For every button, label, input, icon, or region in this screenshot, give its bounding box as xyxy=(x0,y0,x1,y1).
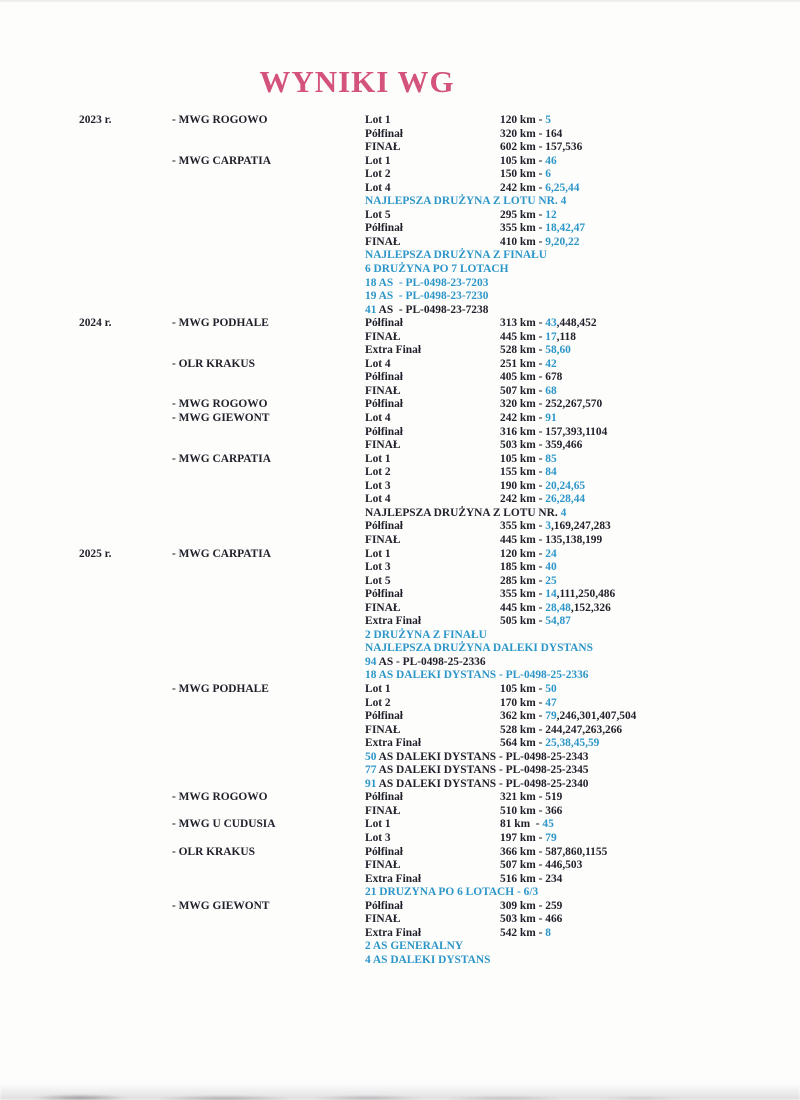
result-value: 321 km - 519 xyxy=(500,791,563,804)
table-row xyxy=(0,195,800,209)
flight-label: Extra Finał xyxy=(365,926,422,939)
result-value: 185 km - 40 xyxy=(500,561,557,574)
club-name: - OLR KRAKUS xyxy=(172,357,255,370)
result-value: 410 km - 9,20,22 xyxy=(500,235,580,248)
flight-label: FINAŁ xyxy=(365,804,401,817)
flight-label: Extra Finał xyxy=(365,344,422,357)
table-row xyxy=(0,453,800,467)
table-row xyxy=(0,751,800,765)
result-value: 320 km - 252,267,570 xyxy=(500,398,603,411)
note-line: NAJLEPSZA DRUŻYNA DALEKI DYSTANS xyxy=(365,642,593,655)
table-row xyxy=(0,873,800,887)
table-row xyxy=(0,737,800,751)
year-label: 2025 r. xyxy=(79,547,112,560)
flight-label: Półfinał xyxy=(365,371,403,384)
flight-label: FINAŁ xyxy=(365,859,401,872)
table-row xyxy=(0,290,800,304)
table-row xyxy=(0,846,800,860)
result-value: 242 km - 6,25,44 xyxy=(500,181,580,194)
table-row xyxy=(0,697,800,711)
result-value: 170 km - 47 xyxy=(500,696,557,709)
table-row xyxy=(0,791,800,805)
result-value: 309 km - 259 xyxy=(500,899,563,912)
table-row xyxy=(0,412,800,426)
table-row xyxy=(0,398,800,412)
table-row xyxy=(0,764,800,778)
flight-label: Lot 1 xyxy=(365,682,391,695)
result-value: 503 km - 466 xyxy=(500,913,563,926)
table-row xyxy=(0,669,800,683)
result-value: 155 km - 84 xyxy=(500,466,557,479)
table-row xyxy=(0,304,800,318)
result-value: 251 km - 42 xyxy=(500,357,557,370)
result-value: 507 km - 446,503 xyxy=(500,859,583,872)
table-row xyxy=(0,805,800,819)
flight-label: Lot 5 xyxy=(365,574,391,587)
flight-label: FINAŁ xyxy=(365,235,401,248)
note-line: 91 AS DALEKI DYSTANS - PL-0498-25-2340 xyxy=(365,777,589,790)
result-value: 445 km - 17,118 xyxy=(500,330,576,343)
table-row xyxy=(0,534,800,548)
flight-label: Lot 4 xyxy=(365,357,391,370)
flight-label: Extra Finał xyxy=(365,872,422,885)
result-value: 242 km - 26,28,44 xyxy=(500,493,586,506)
club-name: - MWG CARPATIA xyxy=(172,154,271,167)
club-name: - MWG GIEWONT xyxy=(172,899,270,912)
table-row xyxy=(0,818,800,832)
result-value: 313 km - 43,448,452 xyxy=(500,317,597,330)
table-row xyxy=(0,683,800,697)
flight-label: Półfinał xyxy=(365,710,403,723)
result-value: 105 km - 46 xyxy=(500,154,557,167)
flight-label: FINAŁ xyxy=(365,439,401,452)
flight-label: Półfinał xyxy=(365,520,403,533)
year-label: 2023 r. xyxy=(79,114,112,126)
club-name: - MWG ROGOWO xyxy=(172,114,268,126)
table-row xyxy=(0,642,800,656)
result-value: 285 km - 25 xyxy=(500,574,557,587)
result-value: 242 km - 91 xyxy=(500,412,557,425)
table-row xyxy=(0,886,800,900)
results-table xyxy=(0,114,800,967)
table-row xyxy=(0,548,800,562)
flight-label: Półfinał xyxy=(365,398,403,411)
table-row xyxy=(0,940,800,954)
result-value: 528 km - 58,60 xyxy=(500,344,571,357)
flight-label: Lot 1 xyxy=(365,547,391,560)
note-line: 77 AS DALEKI DYSTANS - PL-0498-25-2345 xyxy=(365,764,589,777)
result-value: 445 km - 135,138,199 xyxy=(500,533,603,546)
table-row xyxy=(0,493,800,507)
flight-label: Lot 4 xyxy=(365,181,391,194)
table-row xyxy=(0,128,800,142)
flight-label: Extra Finał xyxy=(365,737,422,750)
flight-label: FINAŁ xyxy=(365,601,401,614)
note-line: 2 DRUŻYNA Z FINAŁU xyxy=(365,628,487,641)
result-value: 105 km - 50 xyxy=(500,682,557,695)
result-value: 120 km - 24 xyxy=(500,547,557,560)
table-row xyxy=(0,182,800,196)
flight-label: Lot 1 xyxy=(365,452,391,465)
result-value: 150 km - 6 xyxy=(500,168,551,181)
page-title: WYNIKI WG xyxy=(259,64,455,99)
note-line: NAJLEPSZA DRUŻYNA Z FINAŁU xyxy=(365,249,547,262)
table-row xyxy=(0,114,800,128)
flight-label: Półfinał xyxy=(365,425,403,438)
club-name: - MWG U CUDUSIA xyxy=(172,818,276,831)
flight-label: Lot 1 xyxy=(365,154,391,167)
club-name: - MWG PODHALE xyxy=(172,682,269,695)
result-value: 197 km - 79 xyxy=(500,831,557,844)
result-value: 320 km - 164 xyxy=(500,127,563,140)
result-value: 355 km - 3,169,247,283 xyxy=(500,520,611,533)
scan-artifact-bottom-edge xyxy=(0,1083,800,1100)
table-row xyxy=(0,277,800,291)
club-name: - MWG CARPATIA xyxy=(172,547,271,560)
flight-label: Półfinał xyxy=(365,127,403,140)
result-value: 366 km - 587,860,1155 xyxy=(500,845,608,858)
note-line: 18 AS DALEKI DYSTANS - PL-0498-25-2336 xyxy=(365,669,589,682)
table-row xyxy=(0,371,800,385)
flight-label: FINAŁ xyxy=(365,533,401,546)
result-value: 120 km - 5 xyxy=(500,114,551,126)
result-value: 105 km - 85 xyxy=(500,452,557,465)
table-row xyxy=(0,927,800,941)
flight-label: Lot 4 xyxy=(365,412,391,425)
note-line: 41 AS - PL-0498-23-7238 xyxy=(365,303,489,316)
table-row xyxy=(0,236,800,250)
flight-label: Lot 1 xyxy=(365,114,391,126)
table-row xyxy=(0,588,800,602)
table-row xyxy=(0,222,800,236)
table-row xyxy=(0,710,800,724)
club-name: - MWG PODHALE xyxy=(172,317,269,330)
table-row xyxy=(0,561,800,575)
club-name: - MWG ROGOWO xyxy=(172,398,268,411)
result-value: 516 km - 234 xyxy=(500,872,563,885)
table-row xyxy=(0,520,800,534)
result-value: 602 km - 157,536 xyxy=(500,141,583,154)
note-line: 4 AS DALEKI DYSTANS xyxy=(365,953,491,966)
table-row xyxy=(0,385,800,399)
flight-label: Lot 2 xyxy=(365,168,391,181)
flight-label: Lot 2 xyxy=(365,466,391,479)
table-row xyxy=(0,209,800,223)
flight-label: FINAŁ xyxy=(365,330,401,343)
result-value: 564 km - 25,38,45,59 xyxy=(500,737,600,750)
table-row xyxy=(0,778,800,792)
table-row xyxy=(0,724,800,738)
table-row xyxy=(0,859,800,873)
flight-label: Półfinał xyxy=(365,899,403,912)
table-row xyxy=(0,913,800,927)
year-label: 2024 r. xyxy=(79,317,112,330)
table-row xyxy=(0,575,800,589)
flight-label: Półfinał xyxy=(365,222,403,235)
flight-label: FINAŁ xyxy=(365,913,401,926)
result-value: 362 km - 79,246,301,407,504 xyxy=(500,710,637,723)
table-row xyxy=(0,954,800,968)
flight-label: Lot 5 xyxy=(365,208,391,221)
flight-label: Lot 3 xyxy=(365,561,391,574)
result-value: 510 km - 366 xyxy=(500,804,563,817)
club-name: - MWG CARPATIA xyxy=(172,452,271,465)
result-value: 507 km - 68 xyxy=(500,384,557,397)
table-row xyxy=(0,507,800,521)
result-value: 81 km - 45 xyxy=(500,818,554,831)
table-row xyxy=(0,656,800,670)
flight-label: Lot 1 xyxy=(365,818,391,831)
note-line: NAJLEPSZA DRUŻYNA Z LOTU NR. 4 xyxy=(365,195,567,208)
result-value: 503 km - 359,466 xyxy=(500,439,583,452)
table-row xyxy=(0,900,800,914)
note-line: 19 AS - PL-0498-23-7230 xyxy=(365,290,489,303)
flight-label: Extra Finał xyxy=(365,615,422,628)
flight-label: Półfinał xyxy=(365,317,403,330)
note-line: 18 AS - PL-0498-23-7203 xyxy=(365,276,489,289)
table-row xyxy=(0,263,800,277)
result-value: 528 km - 244,247,263,266 xyxy=(500,723,623,736)
table-row xyxy=(0,480,800,494)
table-row xyxy=(0,141,800,155)
scan-artifact-top-edge xyxy=(0,0,800,3)
note-line: NAJLEPSZA DRUŻYNA Z LOTU NR. 4 xyxy=(365,506,567,519)
club-name: - MWG ROGOWO xyxy=(172,791,268,804)
result-value: 505 km - 54,87 xyxy=(500,615,571,628)
flight-label: Półfinał xyxy=(365,791,403,804)
table-row xyxy=(0,615,800,629)
flight-label: Lot 3 xyxy=(365,479,391,492)
club-name: - OLR KRAKUS xyxy=(172,845,255,858)
result-value: 542 km - 8 xyxy=(500,926,551,939)
table-row xyxy=(0,317,800,331)
table-row xyxy=(0,331,800,345)
result-value: 295 km - 12 xyxy=(500,208,557,221)
flight-label: FINAŁ xyxy=(365,723,401,736)
note-line: 21 DRUZYNA PO 6 LOTACH - 6/3 xyxy=(365,886,539,899)
table-row xyxy=(0,249,800,263)
flight-label: FINAŁ xyxy=(365,384,401,397)
table-row xyxy=(0,629,800,643)
result-value: 405 km - 678 xyxy=(500,371,563,384)
result-value: 355 km - 18,42,47 xyxy=(500,222,586,235)
table-row xyxy=(0,466,800,480)
flight-label: Lot 3 xyxy=(365,831,391,844)
note-line: 2 AS GENERALNY xyxy=(365,940,464,953)
table-row xyxy=(0,344,800,358)
flight-label: Półfinał xyxy=(365,845,403,858)
flight-label: Półfinał xyxy=(365,588,403,601)
result-value: 355 km - 14,111,250,486 xyxy=(500,588,616,601)
table-row xyxy=(0,426,800,440)
table-row xyxy=(0,439,800,453)
flight-label: FINAŁ xyxy=(365,141,401,154)
table-row xyxy=(0,358,800,372)
table-row xyxy=(0,602,800,616)
result-value: 190 km - 20,24,65 xyxy=(500,479,586,492)
result-value: 445 km - 28,48,152,326 xyxy=(500,601,611,614)
table-row xyxy=(0,155,800,169)
note-line: 94 AS - PL-0498-25-2336 xyxy=(365,655,486,668)
note-line: 50 AS DALEKI DYSTANS - PL-0498-25-2343 xyxy=(365,750,589,763)
flight-label: Lot 4 xyxy=(365,493,391,506)
club-name: - MWG GIEWONT xyxy=(172,412,270,425)
table-row xyxy=(0,168,800,182)
note-line: 6 DRUŻYNA PO 7 LOTACH xyxy=(365,263,509,276)
table-row xyxy=(0,832,800,846)
result-value: 316 km - 157,393,1104 xyxy=(500,425,608,438)
flight-label: Lot 2 xyxy=(365,696,391,709)
